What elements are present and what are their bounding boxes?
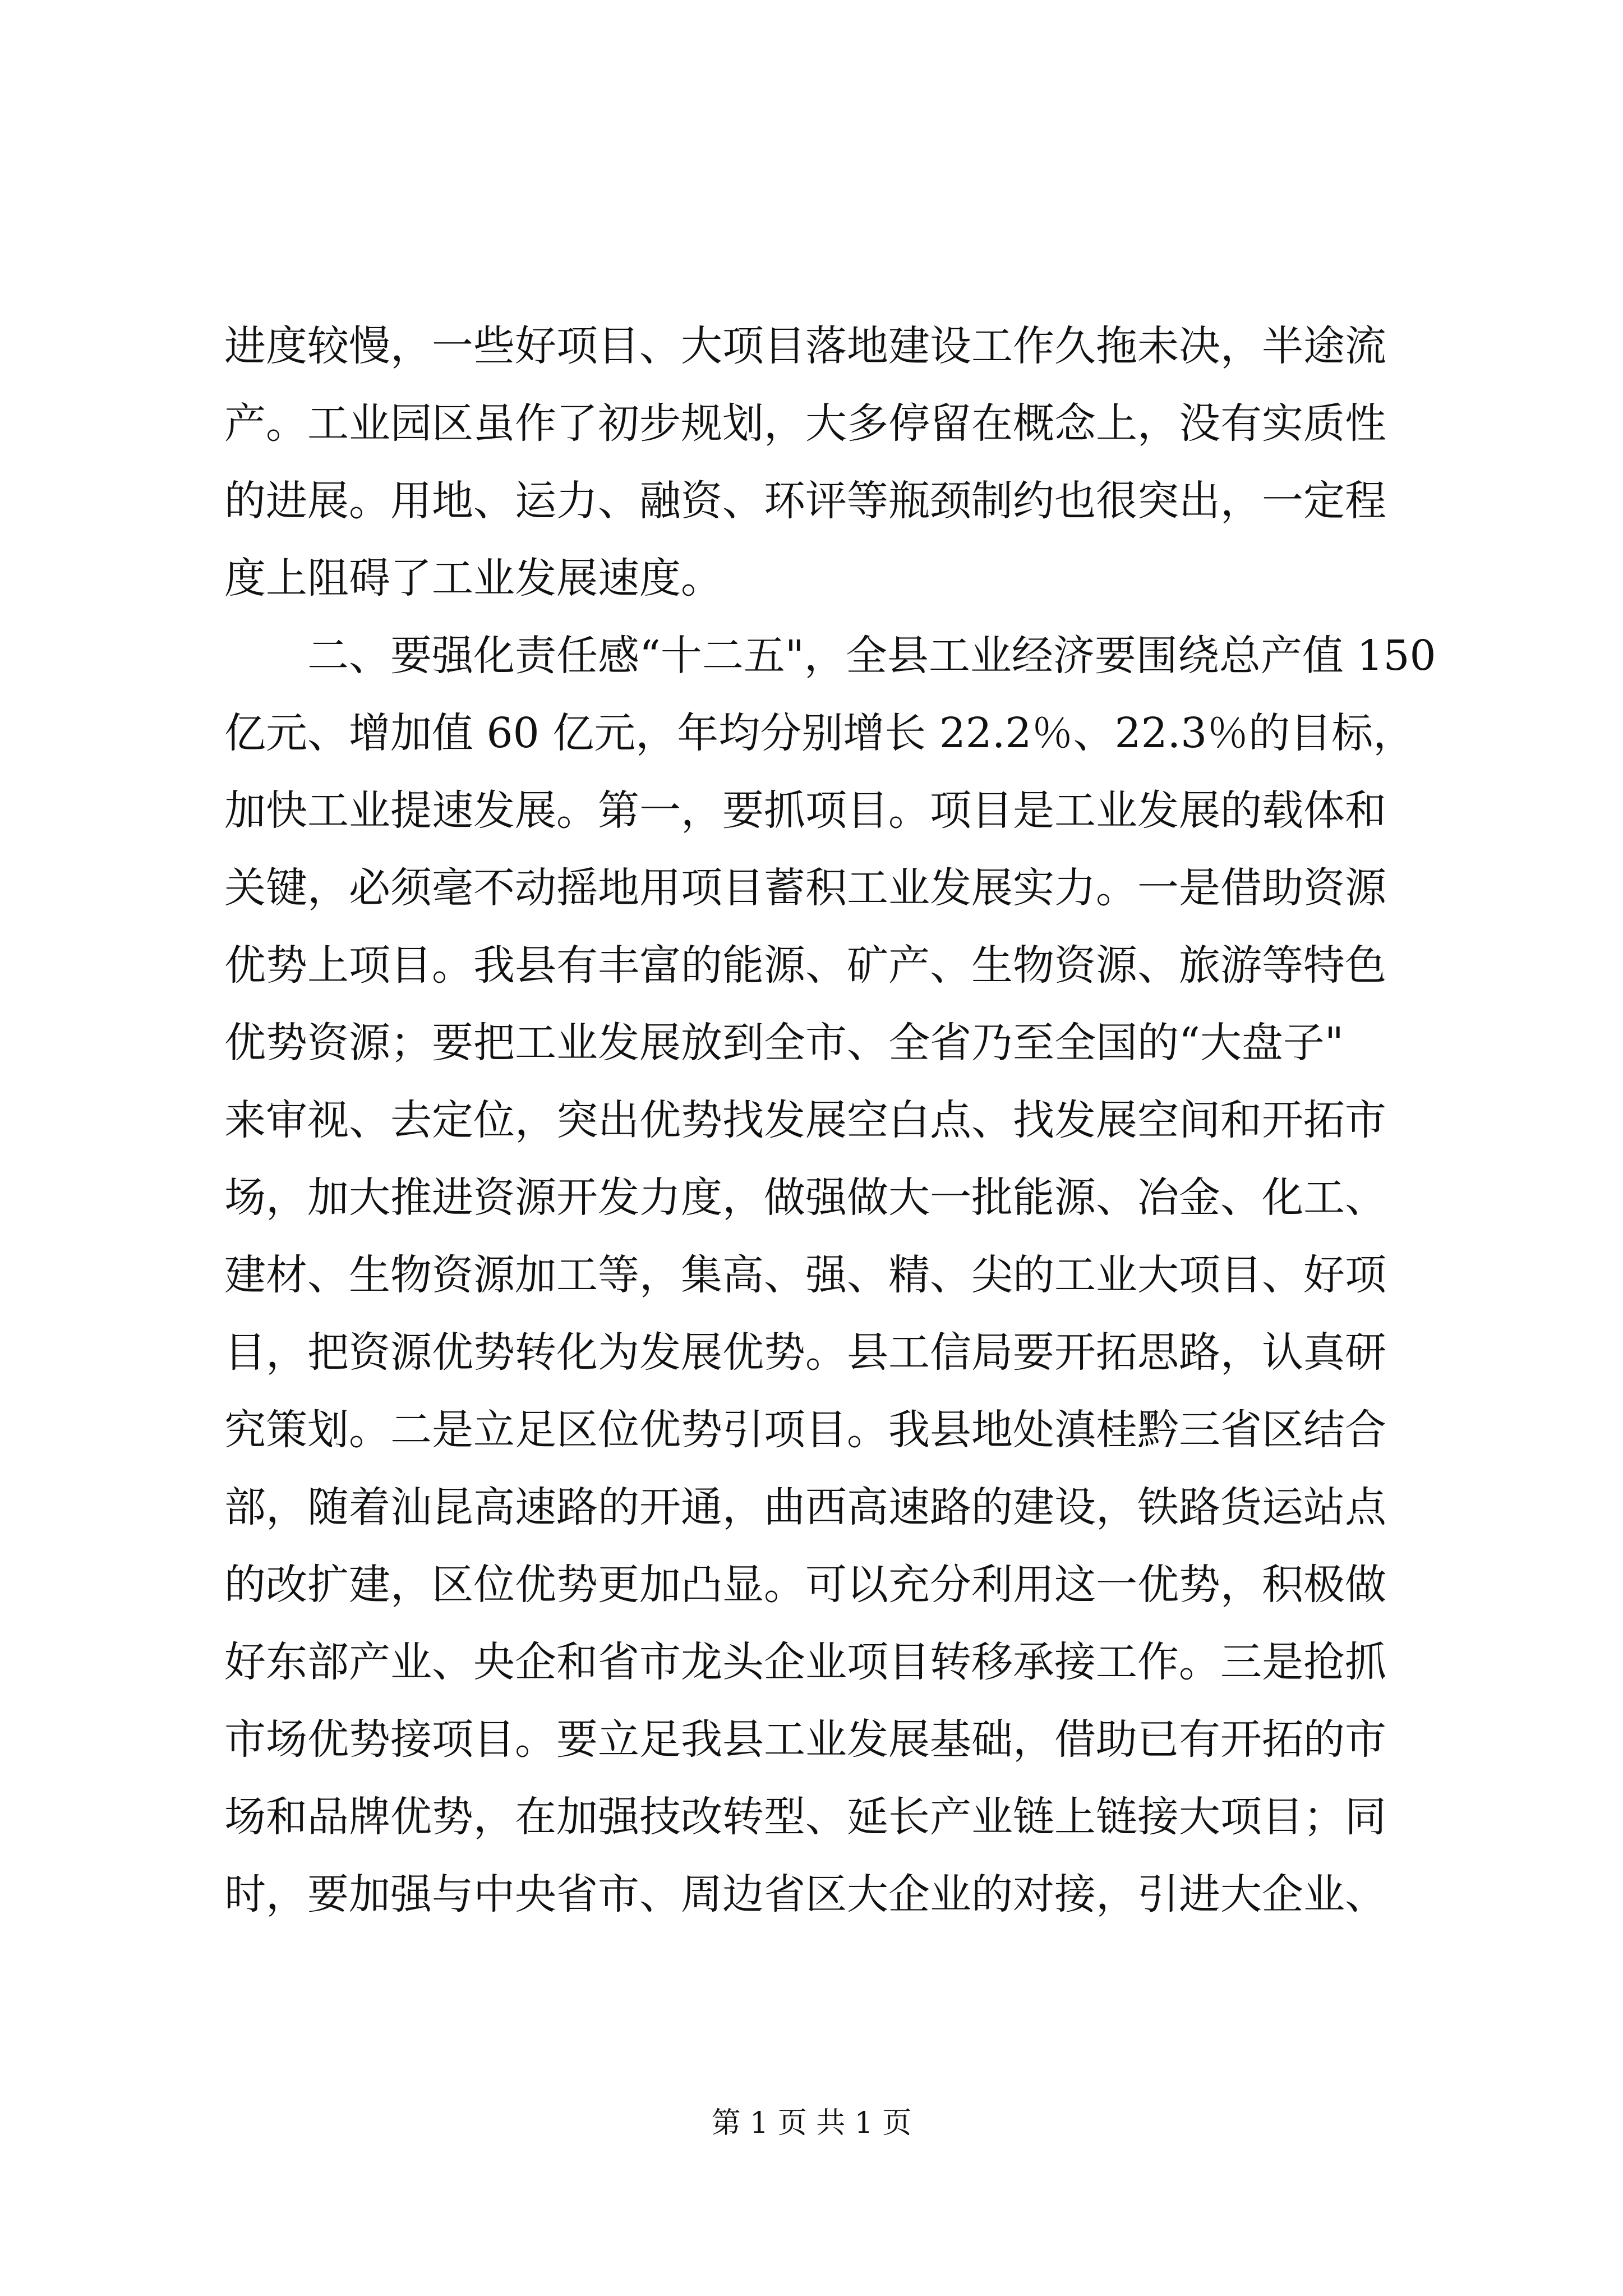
- text-line: 亿元、增加值 60 亿元，年均分别增长 22.2％、22.3％的目标，: [224, 709, 1415, 757]
- page-number-label: 第 1 页 共 1 页: [711, 2106, 912, 2140]
- text-line: 来审视、去定位，突出优势找发展空白点、找发展空间和开拓市: [224, 1096, 1386, 1144]
- text-line: 优势上项目。我县有丰富的能源、矿产、生物资源、旅游等特色: [224, 941, 1386, 990]
- text-line: 场，加大推进资源开发力度，做强做大一批能源、冶金、化工、: [224, 1174, 1386, 1222]
- text-line: 建材、生物资源加工等，集高、强、精、尖的工业大项目、好项: [224, 1251, 1386, 1299]
- text-line: 市场优势接项目。要立足我县工业发展基础，借助已有开拓的市: [224, 1715, 1386, 1764]
- text-line: 产。工业园区虽作了初步规划，大多停留在概念上，没有实质性: [224, 399, 1386, 448]
- body-text: [224, 307, 1436, 1933]
- text-line: 优势资源；要把工业发展放到全市、全省乃至全国的“大盘子": [224, 1019, 1344, 1067]
- text-line: 场和品牌优势，在加强技改转型、延长产业链上链接大项目；同: [224, 1793, 1386, 1841]
- text-line: 度上阻碍了工业发展速度。: [224, 554, 722, 602]
- text-line: 关键，必须毫不动摇地用项目蓄积工业发展实力。一是借助资源: [224, 864, 1386, 912]
- text-line: 究策划。二是立足区位优势引项目。我县地处滇桂黔三省区结合: [224, 1406, 1386, 1454]
- paragraph-start-line: 二、要强化责任感“十二五"，全县工业经济要围绕总产值 150: [307, 632, 1436, 680]
- page-footer: [0, 2104, 1623, 2143]
- text-line: 目，把资源优势转化为发展优势。县工信局要开拓思路，认真研: [224, 1328, 1386, 1377]
- text-line: 的改扩建，区位优势更加凸显。可以充分利用这一优势，积极做: [224, 1561, 1386, 1609]
- text-line: 好东部产业、央企和省市龙头企业项目转移承接工作。三是抢抓: [224, 1638, 1386, 1686]
- text-line: 部，随着汕昆高速路的开通，曲西高速路的建设，铁路货运站点: [224, 1483, 1386, 1531]
- text-line: 的进展。用地、运力、融资、环评等瓶颈制约也很突出，一定程: [224, 477, 1386, 525]
- text-line: 加快工业提速发展。第一，要抓项目。项目是工业发展的载体和: [224, 786, 1386, 835]
- text-line: 时，要加强与中央省市、周边省区大企业的对接，引进大企业、: [224, 1870, 1386, 1918]
- text-line: 进度较慢，一些好项目、大项目落地建设工作久拖未决，半途流: [224, 322, 1386, 370]
